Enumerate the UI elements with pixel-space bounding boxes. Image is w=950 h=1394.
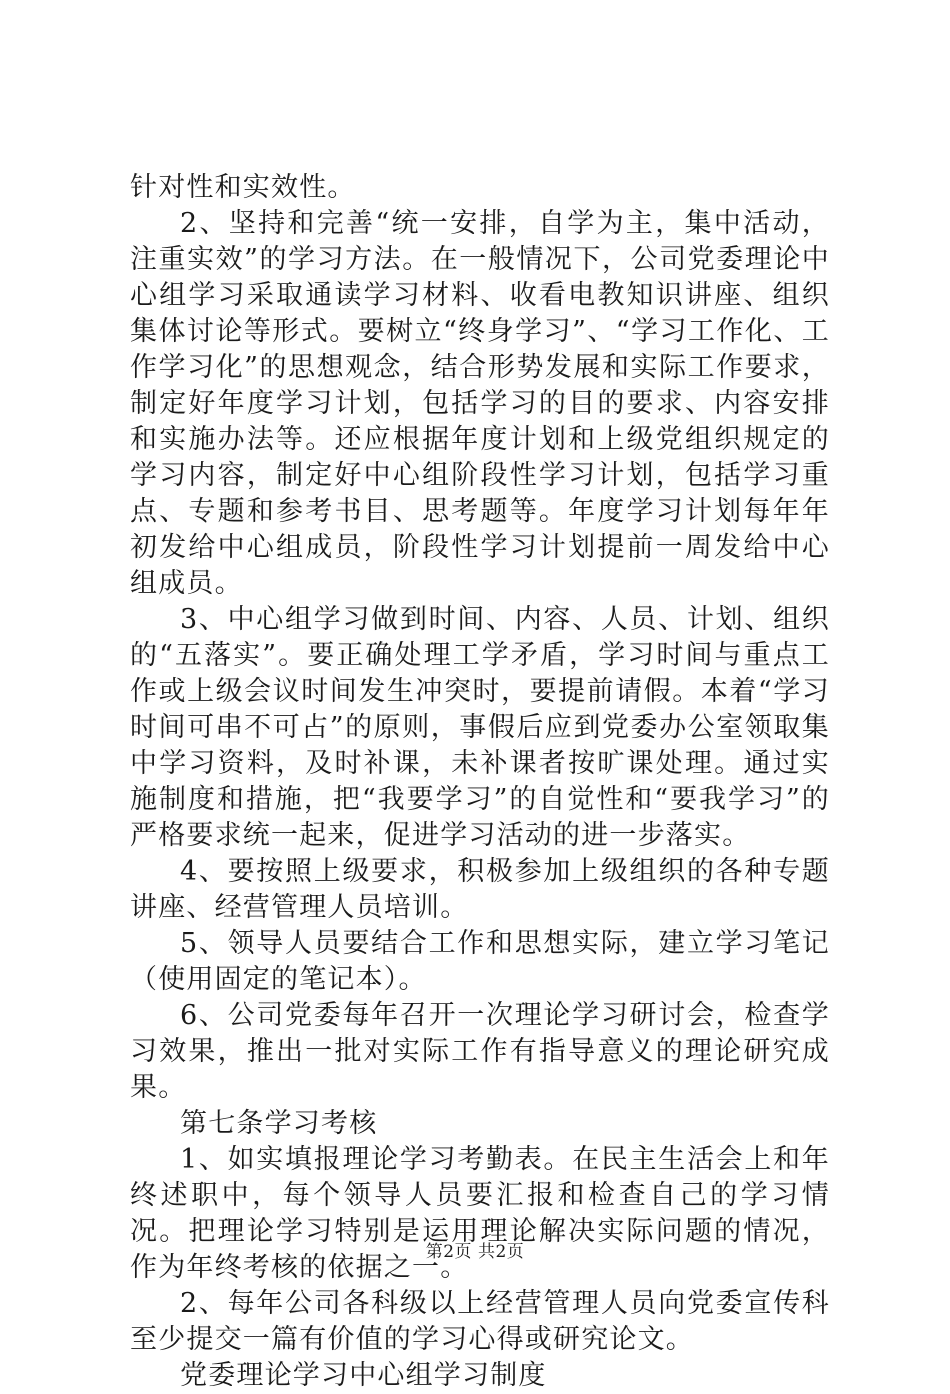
paragraph-assessment-1: 1、如实填报理论学习考勤表。在民主生活会上和年终述职中，每个领导人员要汇报和检查自己的学习情况。把理论学习特别是运用理论解决实际问题的情况，作为年终考核的依据之一。 [130, 1144, 830, 1283]
paragraph-item-3: 3、中心组学习做到时间、内容、人员、计划、组织的“五落实”。要正确处理工学矛盾，学习时间与重点工作或上级会议时间发生冲突时，要提前请假。本着“学习时间可串不可占”的原则，事假后应到党委办公室领取集中学习资料，及时补课，未补课者按旷课处理。通过实施制度和措施，把“我要学习”的自觉性和“要我学习”的严格要求统一起来，促进学习活动的进一步落实。 [130, 604, 830, 851]
paragraph-item-5: 5、领导人员要结合工作和思想实际，建立学习笔记（使用固定的笔记本）。 [130, 928, 830, 995]
document-body [130, 170, 830, 1394]
page-number: 第2页 共2页 [425, 1242, 525, 1262]
paragraph-item-4: 4、要按照上级要求，积极参加上级组织的各种专题讲座、经营管理人员培训。 [130, 856, 830, 923]
document-closing-title: 党委理论学习中心组学习制度 [180, 1360, 547, 1391]
paragraph-continuation: 针对性和实效性。 [130, 172, 356, 203]
paragraph-item-2: 2、坚持和完善“统一安排，自学为主，集中活动，注重实效”的学习方法。在一般情况下，公司党委理论中心组学习采取通读学习材料、收看电教知识讲座、组织集体讨论等形式。要树立“终身学习”、“学习工作化、工作学习化”的思想观念，结合形势发展和实际工作要求，制定好年度学习计划，包括学习的目的要求、内容安排和实施办法等。还应根据年度计划和上级党组织规定的学习内容，制定好中心组阶段性学习计划，包括学习重点、专题和参考书目、思考题等。年度学习计划每年年初发给中心组成员，阶段性学习计划提前一周发给中心组成员。 [130, 208, 830, 599]
paragraph-item-6: 6、公司党委每年召开一次理论学习研讨会，检查学习效果，推出一批对实际工作有指导意义的理论研究成果。 [130, 1000, 830, 1103]
paragraph-assessment-2: 2、每年公司各科级以上经营管理人员向党委宣传科至少提交一篇有价值的学习心得或研究论文。 [130, 1288, 830, 1355]
section-heading-article-7: 第七条学习考核 [180, 1108, 378, 1139]
